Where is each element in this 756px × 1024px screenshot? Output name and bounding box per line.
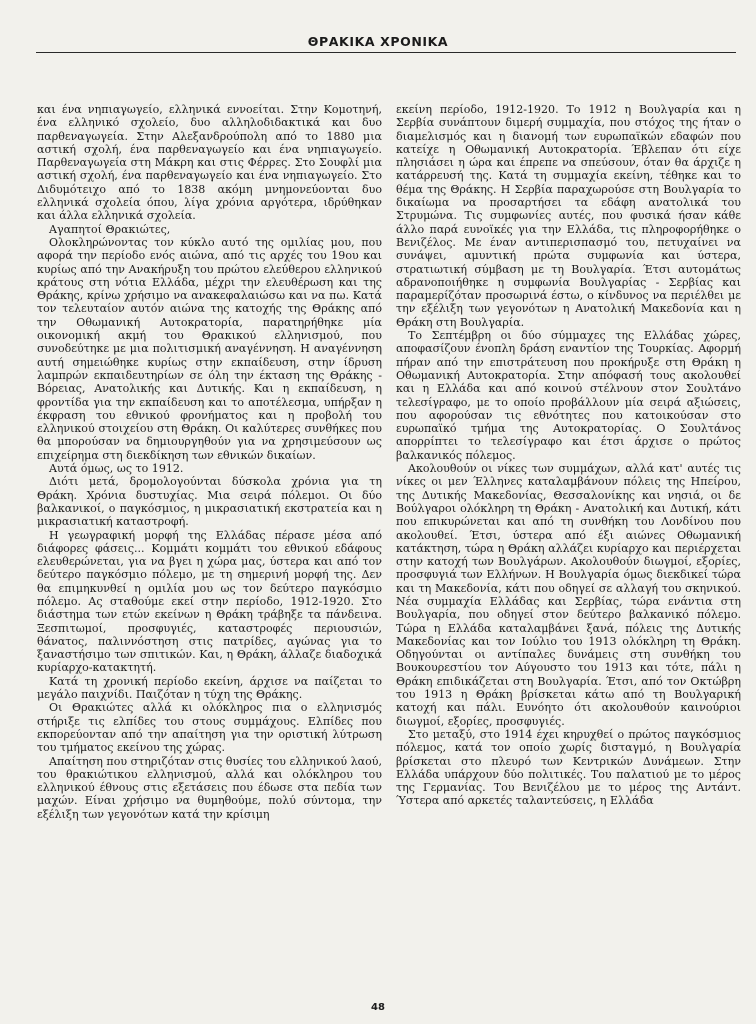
paragraph: Αγαπητοί Θρακιώτες, xyxy=(49,222,171,236)
paragraph: Η γεωγραφική μορφή της Ελλάδας πέρασε μέσα από διάφορες φάσεις... Κομμάτι κομμάτι του εθνικού εδάφους ελευθερώνεται, για να βγει η χώρα μας, ύστερα και από τον δεύτερο παγκόσμιο πόλεμο, με τη σημερινή μορφή της. Δεν θα επιμηκυνθεί η ομιλία μου ως τον δεύτερο παγκόσμιο πόλεμο. Ας σταθούμε εκεί στην περίοδο, 1912-1920. Στο διάστημα των ετών εκείνων η Θράκη τράβηξε τα πάνδεινα. Ξεσπιτωμοί, προσφυγιές, καταστροφές περιουσιών, θάνατος, παλιννόστηση στις πατρίδες, αγώνας για το ξαναστήσιμο των σπιτικών. Και, η Θράκη, άλλαζε διαδοχικά κυρίαρχο-κατακτητή. xyxy=(37,528,382,675)
paragraph: Απαίτηση που στηριζόταν στις θυσίες του ελληνικού λαού, του θρακιώτικου ελληνισμού, αλλά και ολόκληρου του ελληνικού έθνους στις εξετάσεις που έδωσε στα πεδία των μαχών. Είναι χρήσιμο να θυμηθούμε, πολύ σύντομα, την εξέλιξη των γεγονότων κατά την κρίσιμη xyxy=(37,754,382,821)
running-header: ΘΡΑΚΙΚΑ ΧΡΟΝΙΚΑ xyxy=(307,34,449,49)
paragraph: Στο μεταξύ, στο 1914 έχει κηρυχθεί ο πρώτος παγκόσμιος πόλεμος, κατά τον οποίο χωρίς δισταγμό, η Βουλγαρία βρίσκεται στο πλευρό των Κεντρικών Δυνάμεων. Στην Ελλάδα υπάρχουν δύο πολιτικές. Του παλατιού με το μέρος της Γερμανίας. Του Βενιζέλου με το μέρος της Αντάντ. Ύστερα από αρκετές ταλαντεύσεις, η Ελλάδα xyxy=(396,727,741,808)
page-number: 48 xyxy=(371,1002,385,1013)
paragraph: Ακολουθούν οι νίκες των συμμάχων, αλλά κατ' αυτές τις νίκες οι μεν Έλληνες καταλαμβάνουν πόλεις της Ηπείρου, της Δυτικής Μακεδονίας, Θεσσαλονίκης και νησιά, οι δε Βούλγαροι ολόκληρη τη Θράκη - Ανατολική και Δυτική, κάτι που επικυρώνεται και από τη συνθήκη του Λονδίνου που ακολουθεί. Έτσι, ύστερα από έξι αιώνες Οθωμανική κατάκτηση, τώρα η Θράκη αλλάζει κυρίαρχο και περιέρχεται στην κατοχή των Βουλγάρων. Ακολουθούν διωγμοί, εξορίες, προσφυγιά των Ελλήνων. Η Βουλγαρία όμως διεκδικεί τώρα και τη Μακεδονία, κάτι που οδηγεί σε αλλαγή του σκηνικού. Νέα συμμαχία Ελλάδας και Σερβίας, τώρα ενάντια στη Βουλγαρία, που οδηγεί στον δεύτερο βαλκανικό πόλεμο. Τώρα η Ελλάδα καταλαμβάνει ξανά, πόλεις της Δυτικής Μακεδονίας και τον Ιούλιο του 1913 ολόκληρη τη Θράκη. Οδηγούνται οι αντίπαλες δυνάμεις στη συνθήκη του Βουκουρεστίου τον Αύγουστο του 1913 και τότε, πάλι η Θράκη επιδικάζεται στη Βουλγαρία. Έτσι, από τον Οκτώβρη του 1913 η Θράκη βρίσκεται κάτω από τη Βουλγαρική κατοχή και πάλι. Ευνόητο ότι ακολουθούν καινούριοι διωγμοί, εξορίες, προσφυγιές. xyxy=(396,462,741,728)
header-rule xyxy=(36,52,736,53)
paragraph: εκείνη περίοδο, 1912-1920. Το 1912 η Βουλγαρία και η Σερβία συνάπτουν διμερή συμμαχία, που στόχος της ήταν ο διαμελισμός και η διανομή των ευρωπαϊκών εδαφών που κατείχε η Οθωμανική Αυτοκρατορία. Έβλεπαν ότι είχε πλησιάσει η ώρα και έπρεπε να σπεύσουν, όταν θα άρχιζε η κατάρρευσή της. Κατά τη συμμαχία εκείνη, τέθηκε και το θέμα της Θράκης. Η Σερβία παραχωρούσε στη Βουλγαρία το δικαίωμα να προσαρτήσει τα εδάφη ανατολικά του Στρυμώνα. Τις συμφωνίες αυτές, που φυσικά ήσαν κάθε άλλο παρά ευνοϊκές για την Ελλάδα, τις πληροφορήθηκε ο Βενιζέλος. Με έναν αντιπερισπασμό του, πετυχαίνει να συνάψει, αμυντική πρώτα συμφωνία και ύστερα, στρατιωτική σύμβαση με τη Βουλγαρία. Έτσι αυτομάτως αδρανοποιήθηκε η συμφωνία Βουλγαρίας - Σερβίας και παραμερίζόταν προσωρινά έστω, ο κίνδυνος να περιέλθει με την εξέλιξη των γεγονότων η Ανατολική Μακεδονία και η Θράκη στη Βουλγαρία. xyxy=(396,103,741,329)
paragraph: Διότι μετά, δρομολογούνται δύσκολα χρόνια για τη Θράκη. Χρόνια δυστυχίας. Μια σειρά πόλεμοι. Οι δύο βαλκανικοί, ο παγκόσμιος, η μικρασιατική εκστρατεία και η μικρασιατική καταστροφή. xyxy=(37,475,382,529)
paragraph: Το Σεπτέμβρη οι δύο σύμμαχες της Ελλάδας χώρες, αποφασίζουν ένοπλη δράση εναντίον της Τουρκίας. Αφορμή πήραν από την επιστράτευση που προκήρυξε στη Θράκη η Οθωμανική Αυτοκρατορία. Στην απόφασή τους ακολουθεί και η Ελλάδα και από κοινού στέλνουν στον Σουλτάνο τελεσίγραφο, με το οποίο προβάλλουν μία σειρά αξιώσεις, που αφορούσαν τις εθνότητες που κατοικούσαν στο ευρωπαϊκό τμήμα της Αυτοκρατορίας. Ο Σουλτάνος απορρίπτει το τελεσίγραφο και έτσι άρχισε ο πρώτος βαλκανικός πόλεμος. xyxy=(396,329,741,462)
paragraph: Ολοκληρώνοντας τον κύκλο αυτό της ομιλίας μου, που αφορά την περίοδο ενός αιώνα, από τις αρχές του 19ου και κυρίως από την Ανακήρυξη του πρώτου ελεύθερου ελληνικού κράτους στη νότια Ελλάδα, μέχρι την ελευθέρωση και της Θράκης, κρίνω χρήσιμο να ανακεφαλαιώσω και να πω. Κατά τον τελευταίον αυτόν αιώνα της κατοχής της Θράκης από την Οθωμανική Αυτοκρατορία, παρατηρήθηκε μία οικονομική ακμή του Θρακικού ελληνισμού, που συνοδεύτηκε με μια πολιτισμική αναγέννηση. Η αναγέννηση αυτή σημειώθηκε κυρίως στην εκπαίδευση, στην ίδρυση λαμπρών εκπαιδευτηρίων σε όλη την έκταση της Θράκης - Βόρειας, Ανατολικής και Δυτικής. Και η εκπαίδευση, η φροντίδα για την εκπαίδευση και το αποτέλεσμα, υπήρξαν η έκφραση του εθνικού φρονήματος και η προβολή του ελληνικού στοιχείου στη Θράκη. Οι καλύτερες συνθήκες που θα μπορούσαν να δημιουργηθούν για να χρησιμεύσουν ως επιχείρημα στη διεκδίκηση των εθνικών δικαίων. xyxy=(37,235,382,462)
right-column xyxy=(396,103,741,808)
left-column xyxy=(37,103,382,821)
paragraph: Οι Θρακιώτες αλλά κι ολόκληρος πια ο ελληνισμός στήριξε τις ελπίδες του στους συμμάχους. Ελπίδες που εκπορεύονταν από την απαίτηση για την οριστική λύτρωση του τμήματος εκείνου της χώρας. xyxy=(37,701,382,755)
paragraph: Αυτά όμως, ως το 1912. xyxy=(49,462,184,476)
paragraph: Κατά τη χρονική περίοδο εκείνη, άρχισε να παίζεται το μεγάλο παιχνίδι. Παιζόταν η τύχη της Θράκης. xyxy=(37,674,382,702)
paragraph: και ένα νηπιαγωγείο, ελληνικά εννοείται. Στην Κομοτηνή, ένα ελληνικό σχολείο, δυο αλληλοδιδακτικά και δυο παρθεναγωγεία. Στην Αλεξανδρούπολη από το 1880 μια αστική σχολή, ένα παρθεναγωγείο και ένα νηπιαγωγείο. Παρθεναγωγεία στη Μάκρη και στις Φέρρες. Στο Σουφλί μια αστική σχολή, ένα παρθεναγωγείο και ένα νηπιαγωγείο. Στο Διδυμότειχο από το 1838 ακόμη μνημονεύονται δυο ελληνικά σχολεία όπου, λίγα χρόνια αργότερα, ιδρύθηκαν και άλλα ελληνικά σχολεία. xyxy=(37,103,382,223)
